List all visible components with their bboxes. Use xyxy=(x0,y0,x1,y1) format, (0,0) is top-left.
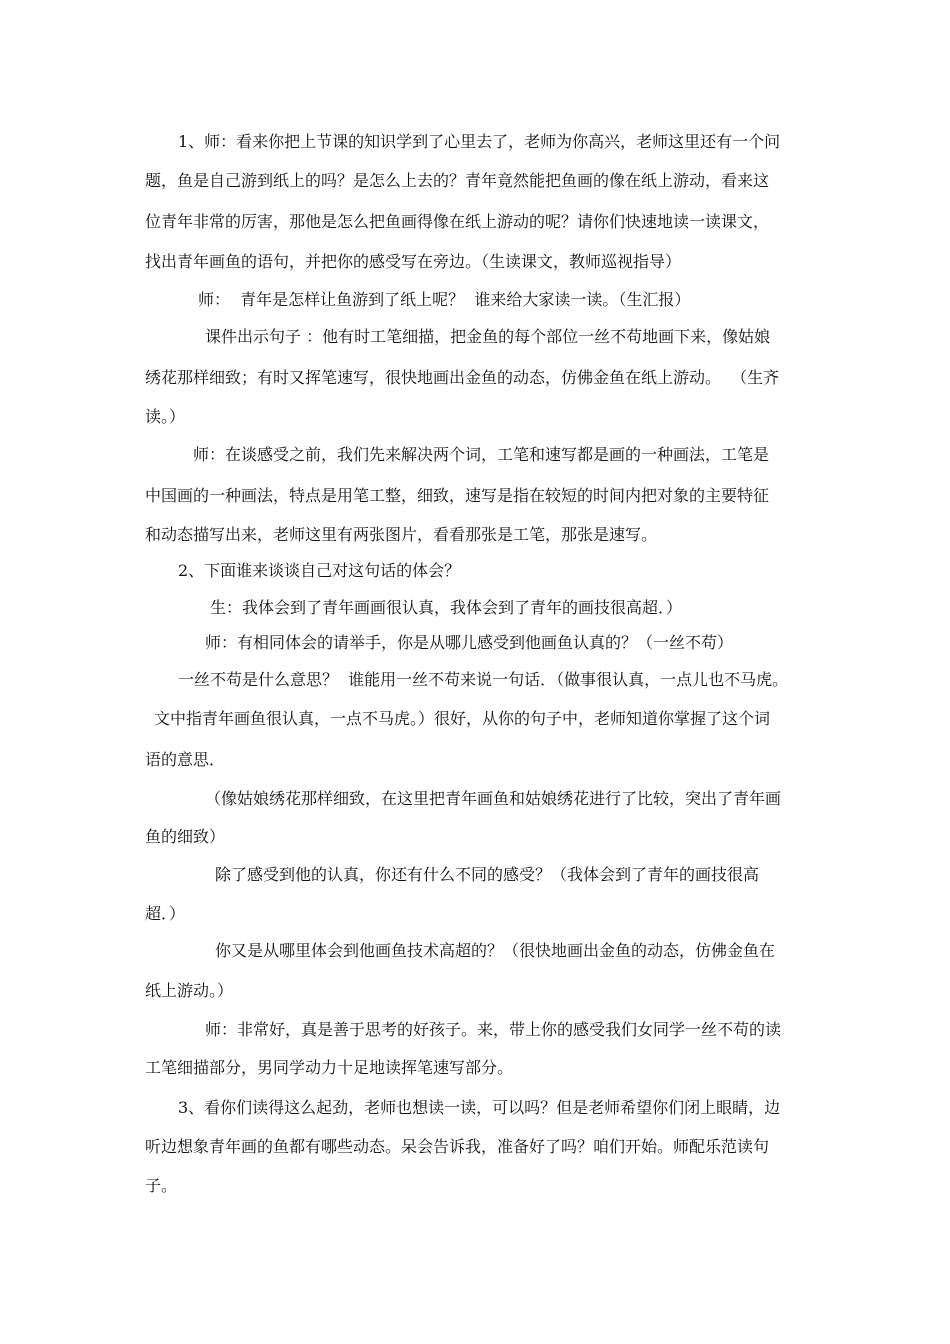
text-line-27: 听边想象青年画的鱼都有哪些动态。呆会告诉我，准备好了吗？咱们开始。师配乐范读句 xyxy=(145,1137,770,1156)
text-line-15: 一丝不苟是什么意思？ 谁能用一丝不苟来说一句话．（做事很认真，一点儿也不马虎。 xyxy=(178,670,789,689)
text-line-12: 2、下面谁来谈谈自己对这句话的体会？ xyxy=(178,561,461,580)
text-line-1: 1、师：看来你把上节课的知识学到了心里去了，老师为你高兴，老师这里还有一个问 xyxy=(178,132,781,151)
text-line-23: 纸上游动。） xyxy=(145,981,234,1000)
text-line-9: 师：在谈感受之前，我们先来解决两个词，工笔和速写都是画的一种画法，工笔是 xyxy=(193,445,770,464)
text-line-16: 文中指青年画鱼很认真，一点不马虎。）很好，从你的句子中，老师知道你掌握了这个词 xyxy=(154,709,771,728)
text-line-20: 除了感受到他的认真，你还有什么不同的感受？（我体会到了青年的画技很高 xyxy=(215,865,760,884)
text-line-21: 超．） xyxy=(145,904,186,923)
text-line-19: 鱼的细致） xyxy=(145,827,226,846)
text-line-6: 课件出示句子 ：他有时工笔细描，把金鱼的每个部位一丝不苟地画下来，像姑娘 xyxy=(205,327,771,346)
text-line-7: 绣花那样细致；有时又挥笔速写，很快地画出金鱼的动态，仿佛金鱼在纸上游动。 （生齐 xyxy=(145,368,780,387)
text-line-13: 生：我体会到了青年画画很认真，我体会到了青年的画技很高超．） xyxy=(210,598,683,617)
text-line-8: 读。） xyxy=(145,407,186,426)
text-line-24: 师：非常好，真是善于思考的好孩子。来，带上你的感受我们女同学一丝不苟的读 xyxy=(205,1020,782,1039)
text-line-25: 工笔细描部分，男同学动力十足地读挥笔速写部分。 xyxy=(145,1058,514,1077)
text-line-22: 你又是从哪里体会到他画鱼技术高超的？（很快地画出金鱼的动态，仿佛金鱼在 xyxy=(215,941,776,960)
text-line-26: 3、看你们读得这么起劲，老师也想读一读，可以吗？但是老师希望你们闭上眼睛，边 xyxy=(178,1098,781,1117)
text-line-10: 中国画的一种画法，特点是用笔工整，细致，速写是指在较短的时间内把对象的主要特征 xyxy=(145,486,770,505)
text-line-2: 题，鱼是自己游到纸上的吗？是怎么上去的？青年竟然能把鱼画的像在纸上游动，看来这 xyxy=(145,171,770,190)
text-line-14: 师：有相同体会的请举手，你是从哪儿感受到他画鱼认真的？（一丝不苟） xyxy=(205,633,734,652)
text-line-5: 师： 青年是怎样让鱼游到了纸上呢？ 谁来给大家读一读。（生汇报） xyxy=(198,290,691,309)
text-line-4: 找出青年画鱼的语句，并把你的感受写在旁边。（生读课文，教师巡视指导） xyxy=(145,252,682,271)
text-line-3: 位青年非常的厉害，那他是怎么把鱼画得像在纸上游动的呢？请你们快速地读一读课文， xyxy=(145,212,770,231)
text-line-11: 和动态描写出来，老师这里有两张图片，看看那张是工笔，那张是速写。 xyxy=(145,525,658,544)
text-line-17: 语的意思． xyxy=(145,750,226,769)
text-line-18: （像姑娘绣花那样细致，在这里把青年画鱼和姑娘绣花进行了比较，突出了青年画 xyxy=(205,789,782,808)
text-line-28: 子。 xyxy=(145,1176,178,1195)
